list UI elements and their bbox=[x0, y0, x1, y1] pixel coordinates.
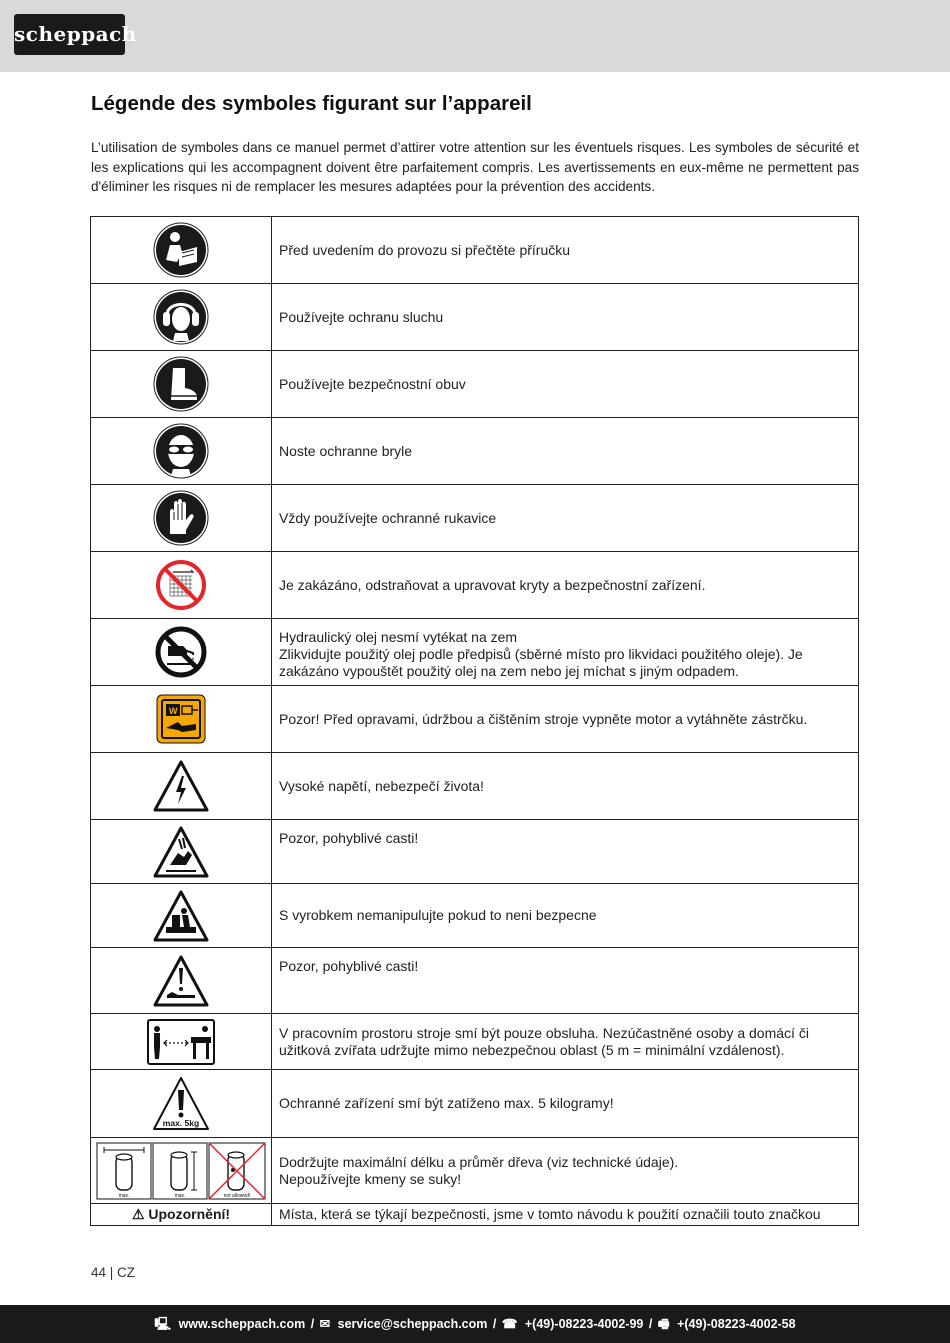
safety-glasses-icon bbox=[153, 423, 209, 479]
read-manual-icon bbox=[153, 222, 209, 278]
table-row bbox=[91, 418, 859, 485]
svg-text:W: W bbox=[169, 706, 178, 716]
table-row bbox=[91, 485, 859, 552]
footer-email[interactable]: service@scheppach.com bbox=[337, 1317, 488, 1331]
operator-zone-icon bbox=[147, 1019, 215, 1065]
row-text: Používejte ochranu sluchu bbox=[279, 308, 444, 325]
row-text: Vždy používejte ochranné rukavice bbox=[279, 509, 497, 526]
no-guard-removal-icon bbox=[155, 559, 207, 611]
row-text: Vysoké napětí, nebezpečí života! bbox=[279, 777, 484, 794]
footer-phone: +(49)-08223-4002-99 bbox=[524, 1317, 644, 1331]
table-row bbox=[91, 884, 859, 948]
symbols-table bbox=[90, 216, 859, 1226]
no-oil-spill-icon bbox=[153, 624, 209, 680]
table-row bbox=[91, 619, 859, 686]
brand-logo bbox=[14, 14, 137, 55]
row-text: Používejte bezpečnostní obuv bbox=[279, 375, 466, 392]
table-row bbox=[91, 1138, 859, 1204]
table-row bbox=[91, 351, 859, 418]
max-load-label: max. 5kg bbox=[162, 1117, 200, 1128]
row-text: V pracovním prostoru stroje smí být pouze obsluha. Nezúčastněné osoby a domácí či užitková zvířata udržujte mimo nebezpečnou oblast (5 m = minimální vzdálenost). bbox=[279, 1024, 809, 1058]
high-voltage-icon bbox=[152, 759, 210, 813]
footer-fax: +(49)-08223-4002-58 bbox=[677, 1317, 796, 1331]
page-header bbox=[0, 0, 950, 72]
row-text: Ochranné zařízení smí být zatíženo max. 5 kilogramy! bbox=[279, 1095, 614, 1111]
row-text: Nepoužívejte kmeny se suky! bbox=[279, 1170, 462, 1187]
row-text: Je zakázáno, odstraňovat a upravovat kryty a bezpečnostní zařízení. bbox=[279, 576, 706, 593]
envelope-icon: ✉ bbox=[319, 1317, 331, 1331]
row-text: Zlikvidujte použitý olej podle předpisů (sběrné místo pro likvidaci použitého oleje). Je zakázáno vypouštět použitý olej na zem nebo jej míchat s jiným odpadem. bbox=[279, 646, 803, 679]
unsafe-handling-icon bbox=[152, 889, 210, 943]
safety-boots-icon bbox=[153, 356, 209, 412]
gloves-icon bbox=[153, 490, 209, 546]
row-text: Pozor, pohyblivé casti! bbox=[279, 830, 419, 846]
table-row bbox=[91, 217, 859, 284]
table-row bbox=[91, 820, 859, 884]
brand-logo-text: scheppach bbox=[14, 22, 137, 46]
fax-icon: 🖷 bbox=[657, 1317, 670, 1331]
row-text: S vyrobkem nemanipulujte pokud to neni bezpecne bbox=[279, 907, 597, 923]
max-load-icon bbox=[152, 1076, 210, 1132]
warning-triangle-icon: ⚠ bbox=[131, 1205, 145, 1222]
log-dimensions-icon bbox=[96, 1142, 266, 1200]
log-label-length: max. bbox=[118, 1192, 130, 1199]
row-text: Pozor! Před opravami, údržbou a čištěním stroje vypněte motor a vytáhněte zástrčku. bbox=[279, 710, 808, 727]
table-row bbox=[91, 1204, 859, 1226]
moving-parts-warning-icon bbox=[152, 954, 210, 1008]
row-text: Před uvedením do provozu si přečtěte příručku bbox=[279, 241, 571, 258]
page-number: 44 | CZ bbox=[91, 1265, 136, 1280]
footer-website[interactable]: www.scheppach.com bbox=[178, 1317, 306, 1331]
moving-parts-hand-icon bbox=[152, 825, 210, 879]
table-row bbox=[91, 284, 859, 351]
row-text: Noste ochranne bryle bbox=[279, 442, 413, 459]
unplug-before-maintenance-icon bbox=[156, 694, 206, 744]
row-text: Hydraulický olej nesmí vytékat na zem bbox=[279, 629, 518, 645]
warning-label: ⚠ Upozornění! bbox=[131, 1205, 231, 1222]
log-label-diameter: max. bbox=[174, 1192, 186, 1199]
monitor-icon: 🖳 bbox=[154, 1317, 172, 1331]
table-row bbox=[91, 753, 859, 820]
warning-text: Místa, která se týkají bezpečnosti, jsme v tomto návodu k použití označili touto značkou bbox=[279, 1206, 821, 1222]
row-text: Pozor, pohyblivé casti! bbox=[279, 958, 419, 974]
intro-paragraph: L’utilisation de symboles dans ce manuel permet d’attirer votre attention sur les éventuels risques. Les symboles de sécurité et les explications qui les accompagnent doivent être parfaitement compris. Les avertissements en eux-même ne permettent pas d'éliminer les risques ni de remplacer les mesures adaptées pour la prévention des accidents. bbox=[91, 140, 859, 194]
table-row bbox=[91, 948, 859, 1014]
table-row bbox=[91, 1070, 859, 1138]
table-row bbox=[91, 1014, 859, 1070]
phone-icon: ☎ bbox=[501, 1317, 518, 1331]
hearing-protection-icon bbox=[153, 289, 209, 345]
page-title: Légende des symboles figurant sur l’appareil bbox=[91, 92, 532, 115]
table-row bbox=[91, 552, 859, 619]
log-label-not-allowed: not allowed! bbox=[223, 1192, 251, 1199]
page-footer: 🖳 www.scheppach.com / ✉ service@scheppach.com / ☎ +(49)-08223-4002-99 / 🖷 +(49)-08223-4002-58 bbox=[0, 1305, 950, 1343]
row-text: Dodržujte maximální délku a průměr dřeva (viz technické údaje). bbox=[279, 1153, 679, 1170]
table-row bbox=[91, 686, 859, 753]
